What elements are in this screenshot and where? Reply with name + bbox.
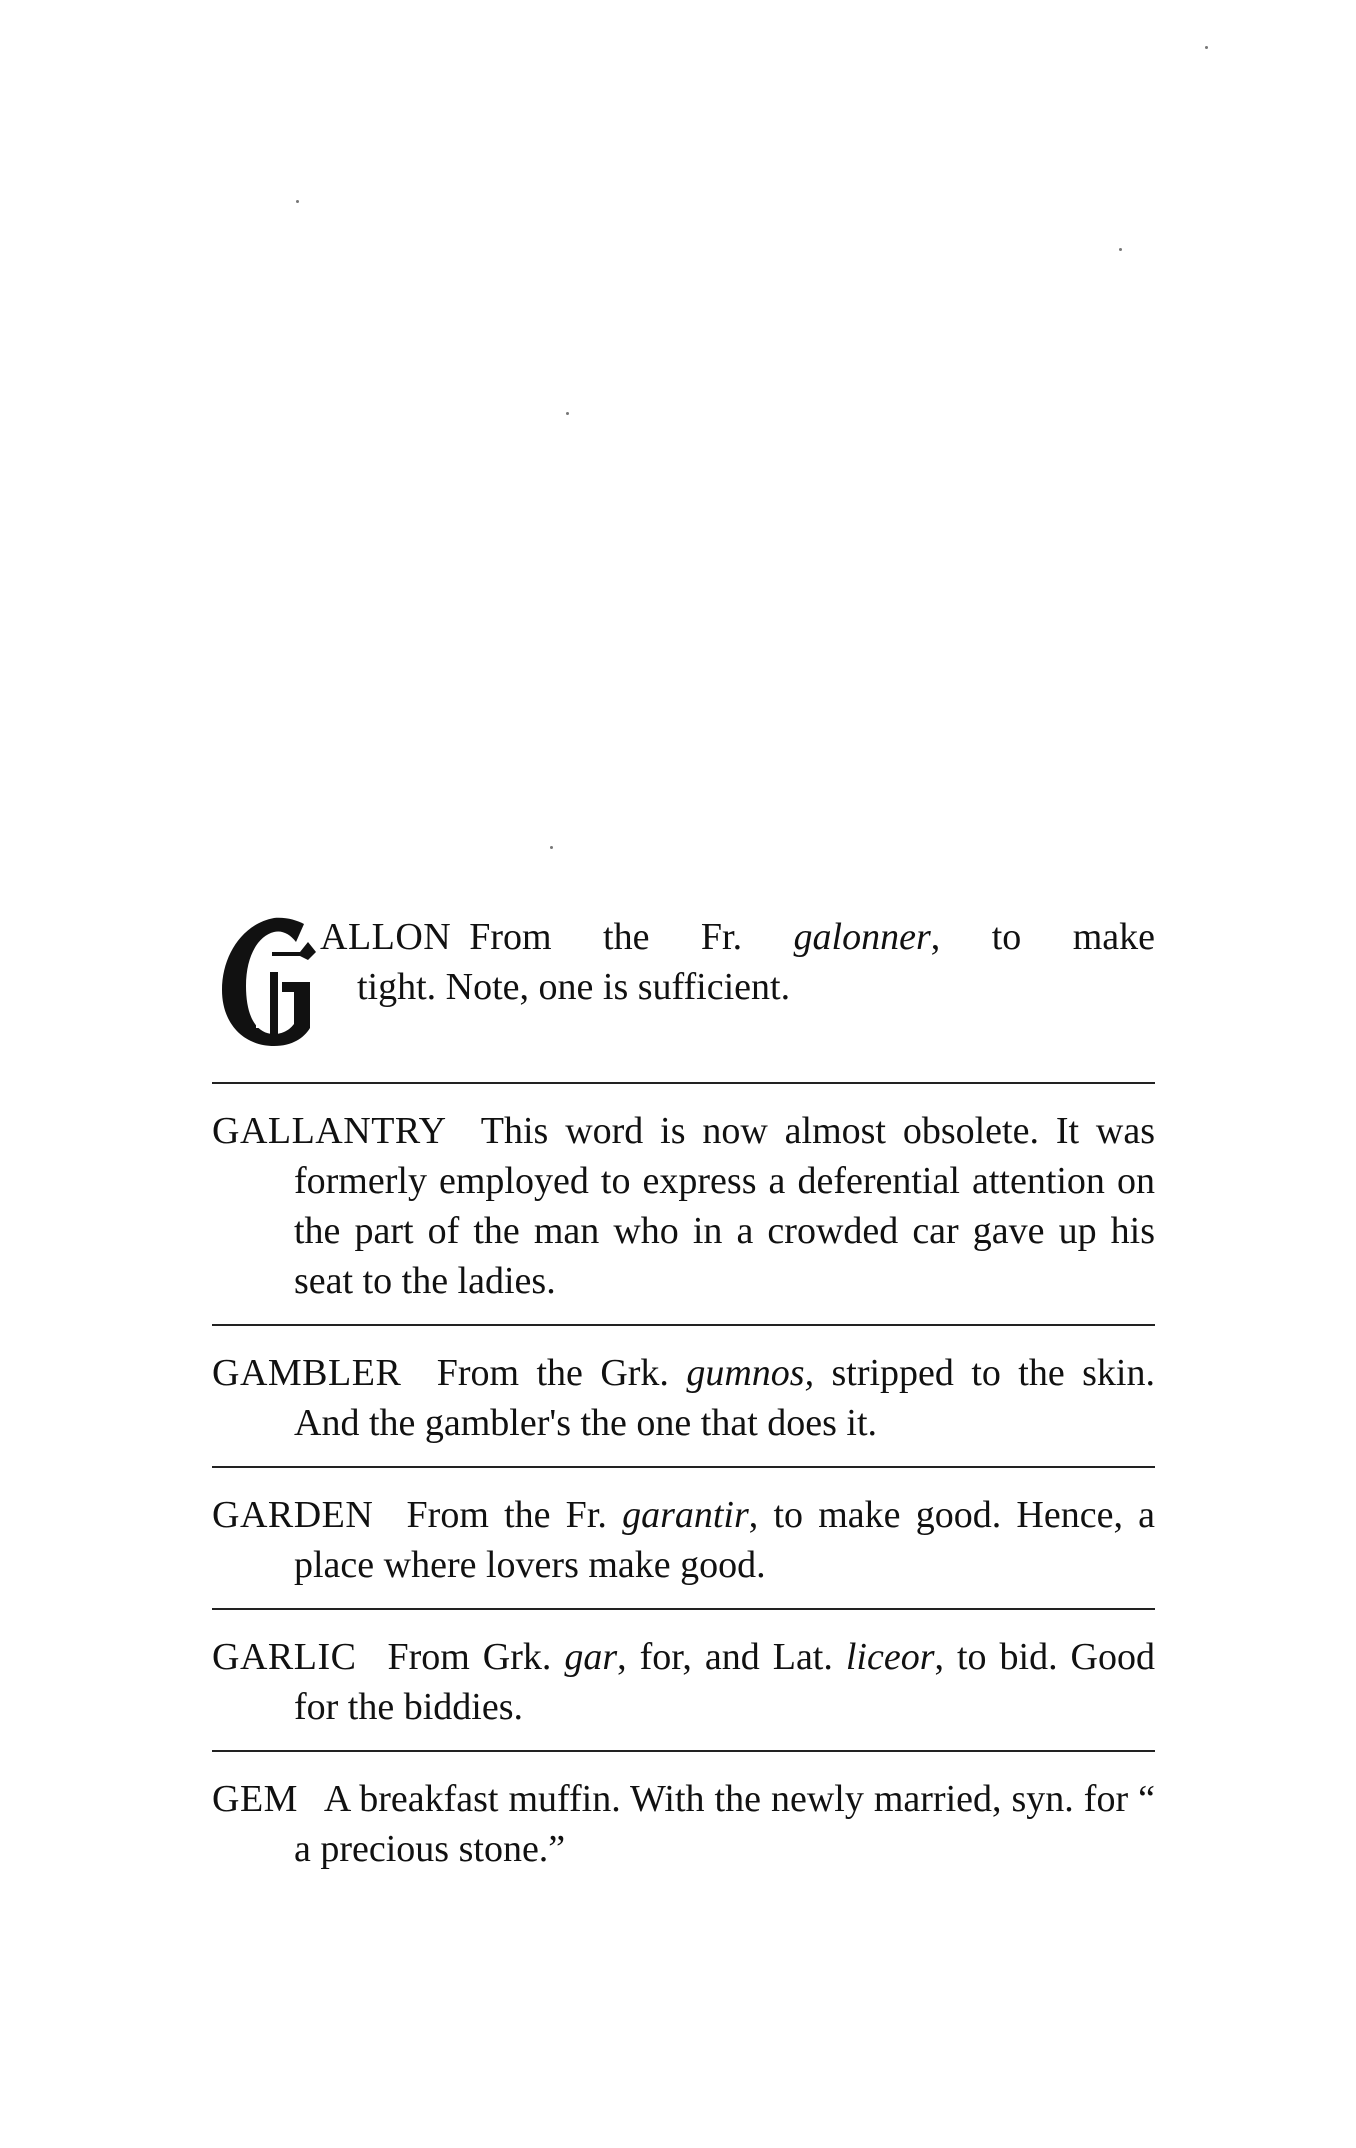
- entry-gallon-line1: [212, 912, 1155, 962]
- divider-rule: [212, 1082, 1155, 1084]
- divider-rule: [212, 1608, 1155, 1610]
- entry-term: ALLON: [320, 916, 452, 958]
- entry-italic-word: gumnos,: [686, 1352, 815, 1394]
- entry-text: This word is now almost obsolete. It was formerly employed to express a deferential attention on the part of the man who in a crowded car gave up his seat to the ladies.: [294, 1110, 1155, 1302]
- dictionary-column: [212, 912, 1155, 1874]
- entry-garden: [212, 1490, 1155, 1590]
- ink-speck: [296, 200, 299, 203]
- blackletter-g-dropcap: [212, 912, 320, 1050]
- divider-rule: [212, 1466, 1155, 1468]
- divider-rule: [212, 1750, 1155, 1752]
- entry-body: [212, 1348, 1155, 1448]
- entry-italic-word: garantir: [622, 1494, 749, 1536]
- entry-italic-word: gar: [564, 1636, 618, 1678]
- entry-text: , to make good. Hence, a place where lovers make good.: [294, 1494, 1155, 1586]
- entry-term: GEM: [212, 1778, 298, 1820]
- entry-garlic: [212, 1632, 1155, 1732]
- ink-speck: [1205, 46, 1208, 49]
- entry-term: GARDEN: [212, 1494, 374, 1536]
- entry-gallantry: [212, 1106, 1155, 1306]
- entry-italic-word: galonner: [793, 916, 931, 958]
- entry-text: From the Fr.: [406, 1494, 623, 1536]
- entry-body: [212, 1774, 1155, 1874]
- entry-body: [212, 1490, 1155, 1590]
- entry-body: [212, 1106, 1155, 1306]
- entry-text: A breakfast muffin. With the newly married, syn. for “ a precious stone.”: [294, 1778, 1155, 1870]
- entry-gallon-line2: tight. Note, one is sufficient.: [357, 966, 791, 1008]
- divider-rule: [212, 1324, 1155, 1326]
- entry-text: , to bid. Good for the biddies.: [294, 1636, 1155, 1728]
- entry-body: [212, 1632, 1155, 1732]
- ink-speck: [566, 412, 569, 415]
- entry-gambler: [212, 1348, 1155, 1448]
- entry-text: , for, and Lat.: [617, 1636, 846, 1678]
- ink-speck: [1119, 248, 1122, 251]
- entry-italic-word: liceor: [845, 1636, 935, 1678]
- entry-term: GARLIC: [212, 1636, 357, 1678]
- entry-term: GALLANTRY: [212, 1110, 447, 1152]
- entry-text: , to make: [930, 916, 1155, 958]
- ink-speck: [550, 846, 553, 849]
- entry-gallon: [212, 912, 1155, 1032]
- entry-text: stripped to the skin. And the gambler's the one that does it.: [294, 1352, 1155, 1444]
- entry-text: From the Grk.: [436, 1352, 687, 1394]
- entry-term: GAMBLER: [212, 1352, 402, 1394]
- entry-gem: [212, 1774, 1155, 1874]
- entry-text: From Grk.: [387, 1636, 565, 1678]
- entry-text: From the Fr.: [469, 916, 794, 958]
